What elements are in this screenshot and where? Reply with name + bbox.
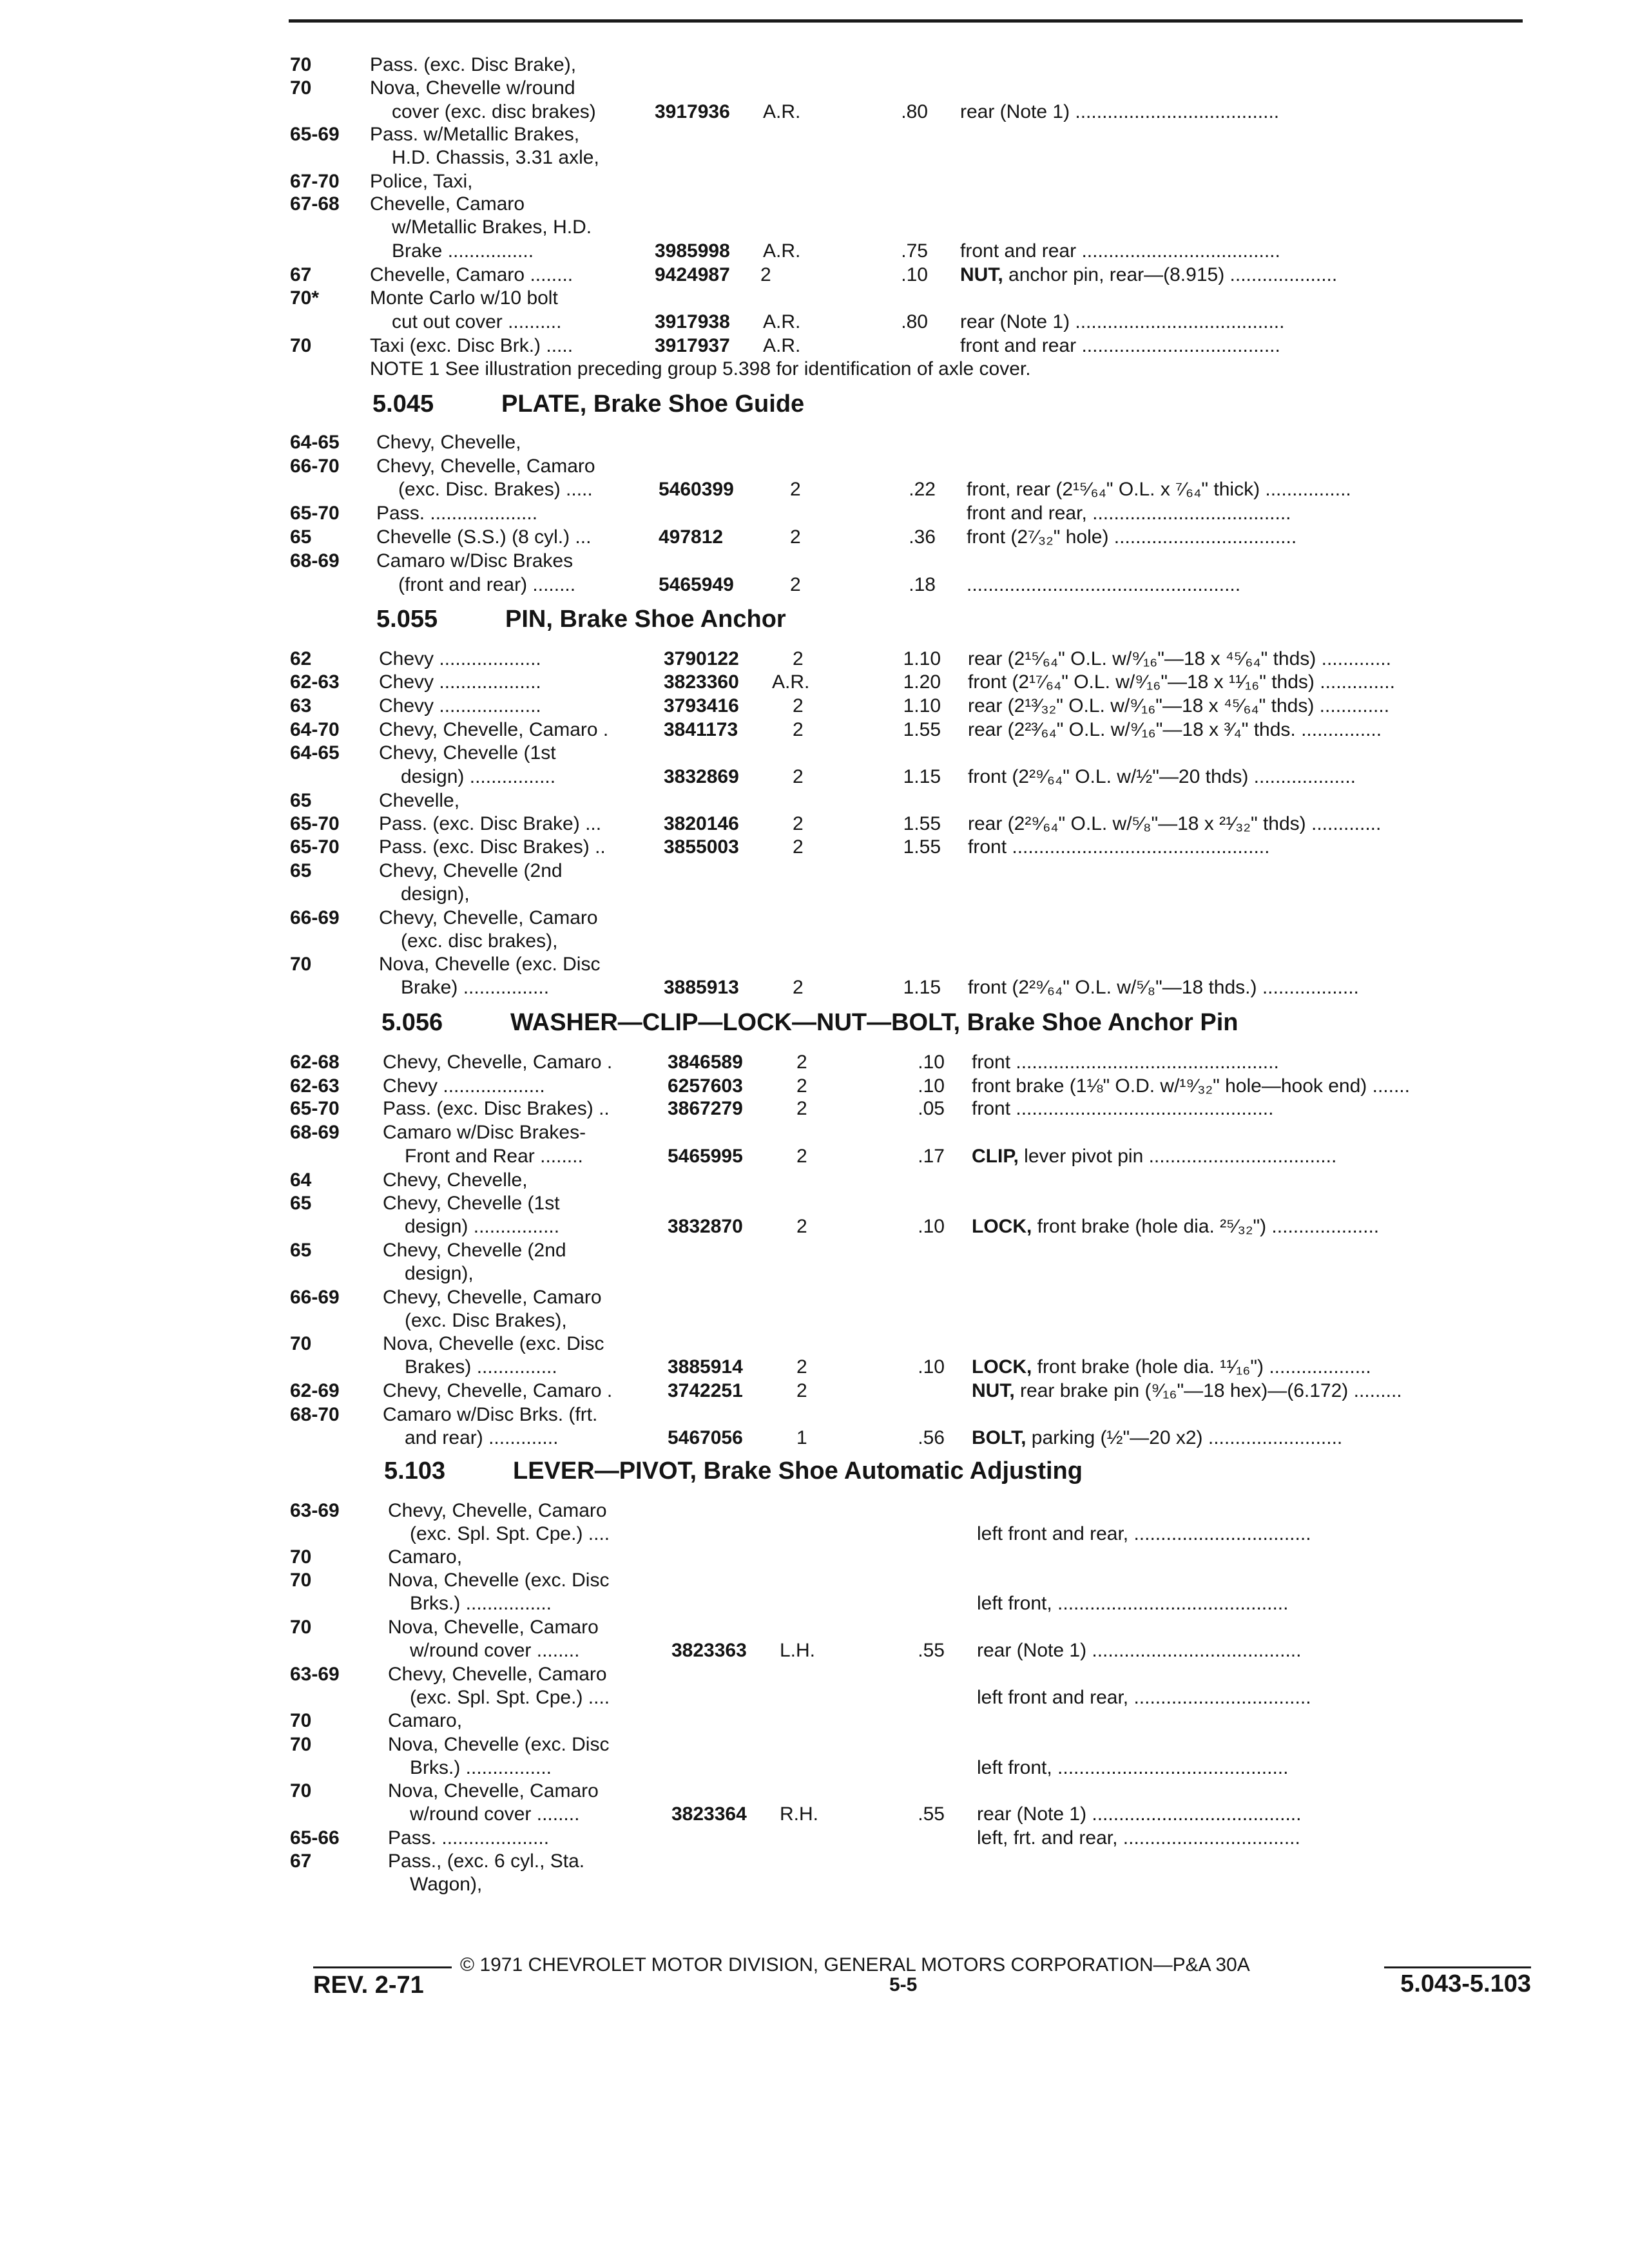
part-remark [977, 1756, 1288, 1780]
application-description: Camaro w/Disc Brakes [376, 550, 574, 572]
application-description: Chevy ................... [383, 1075, 545, 1097]
list-price: 1.10 [903, 648, 941, 669]
part-remark [960, 334, 1280, 358]
part-number: 9424987 [655, 264, 730, 285]
application-description: Camaro, [388, 1546, 463, 1568]
application-description: Pass. (exc. Disc Brakes) .. [379, 836, 606, 858]
list-price: .80 [901, 311, 928, 332]
part-remark [967, 525, 1296, 549]
part-number: 5467056 [668, 1427, 743, 1448]
quantity: 2 [793, 766, 804, 787]
remark-text: rear (Note 1) ...................................... [960, 101, 1280, 122]
part-number: 3832870 [668, 1216, 743, 1237]
application-description: Chevy, Chevelle, Camaro . [379, 719, 609, 740]
application-description: Police, Taxi, [370, 171, 473, 192]
remark-text: front (2¹⁷⁄₆₄" O.L. w/⁹⁄₁₆"—18 x ¹¹⁄₁₆" thds) .............. [968, 671, 1395, 693]
copyright-line: © 1971 CHEVROLET MOTOR DIVISION, GENERAL MOTORS CORPORATION—P&A 30A [460, 1954, 1250, 1975]
application-description: w/round cover ........ [410, 1640, 580, 1661]
application-description: and rear) ............. [405, 1427, 559, 1448]
application-description: (exc. Disc Brakes), [405, 1310, 567, 1331]
list-price: .10 [918, 1052, 945, 1073]
application-description: Wagon), [410, 1874, 483, 1895]
part-remark [968, 765, 1356, 789]
part-remark [972, 1050, 1279, 1074]
application-description: Chevy, Chevelle, [376, 432, 521, 453]
application-description: Chevy ................... [379, 648, 541, 669]
quantity: R.H. [780, 1803, 818, 1825]
model-year: 64 [290, 1169, 312, 1191]
application-description: Brks.) ................ [410, 1757, 552, 1778]
part-remark [968, 975, 1359, 999]
application-description: (exc. Spl. Spt. Cpe.) .... [410, 1687, 610, 1708]
application-description: Pass. .................... [388, 1827, 550, 1849]
footer-rule-left [313, 1966, 452, 1968]
part-number: 3846589 [668, 1052, 743, 1073]
remark-text: parking (½"—20 x2) ......................... [1031, 1427, 1343, 1448]
quantity: 2 [793, 695, 804, 716]
remark-text: left front and rear, ................................. [977, 1523, 1311, 1544]
list-price: .36 [909, 526, 936, 548]
group-heading [381, 1008, 1239, 1037]
group-number: 5.056 [381, 1009, 443, 1036]
list-price: 1.10 [903, 695, 941, 716]
application-description: Nova, Chevelle, Camaro [388, 1780, 599, 1802]
part-number: 3855003 [664, 836, 739, 858]
model-year: 68-69 [290, 550, 340, 572]
application-description: Chevelle (S.S.) (8 cyl.) ... [376, 526, 592, 548]
remark-text: rear (2²³⁄₆₄" O.L. w/⁹⁄₁₆"—18 x ³⁄₄" thds. ............... [968, 719, 1382, 740]
remark-text: rear brake pin (⁹⁄₁₆"—18 hex)—(6.172) ......... [1020, 1380, 1402, 1401]
list-price: .17 [918, 1146, 945, 1167]
remark-text: rear (Note 1) ....................................... [960, 311, 1285, 332]
list-price: .10 [918, 1216, 945, 1237]
part-remark [972, 1097, 1273, 1120]
application-description: Camaro w/Disc Brakes- [383, 1122, 586, 1143]
remark-text: rear (2²⁹⁄₆₄" O.L. w/⁵⁄₈"—18 x ²¹⁄₃₂" thds) ............. [968, 813, 1382, 834]
part-number: 3885914 [668, 1356, 743, 1378]
group-title: WASHER—CLIP—LOCK—NUT—BOLT, Brake Shoe Anchor Pin [510, 1009, 1239, 1036]
quantity: 2 [796, 1356, 807, 1378]
list-price: .56 [918, 1427, 945, 1448]
part-number: 3742251 [668, 1380, 743, 1401]
part-remark [968, 812, 1381, 836]
model-year: 68-69 [290, 1122, 340, 1143]
part-number: 3985998 [655, 240, 730, 262]
part-remark [968, 647, 1391, 671]
application-description: Nova, Chevelle (exc. Disc [383, 1333, 604, 1354]
remark-text: left front, ........................................... [977, 1593, 1289, 1614]
model-year: 70 [290, 1570, 312, 1591]
application-description: Pass. (exc. Disc Brake), [370, 54, 577, 75]
remark-text: front (2²⁹⁄₆₄" O.L. w/½"—20 thds) ................... [968, 766, 1356, 787]
model-year: 65 [290, 860, 312, 881]
application-description: Front and Rear ........ [405, 1146, 583, 1167]
application-description: Chevy, Chevelle (1st [379, 742, 556, 764]
remark-text: ................................................... [967, 574, 1241, 595]
quantity: 2 [796, 1380, 807, 1401]
application-description: Chevy, Chevelle, Camaro . [383, 1052, 613, 1073]
part-number: 3790122 [664, 648, 739, 669]
application-description: cover (exc. disc brakes) [392, 101, 596, 122]
application-description: Chevy, Chevelle, [383, 1169, 528, 1191]
application-description: H.D. Chassis, 3.31 axle, [392, 147, 599, 168]
model-year: 62-63 [290, 671, 340, 693]
part-number: 3841173 [664, 719, 738, 740]
model-year: 65 [290, 1240, 312, 1261]
part-number: 3917936 [655, 101, 730, 122]
application-description: (exc. disc brakes), [401, 930, 558, 952]
list-price: .10 [918, 1075, 945, 1097]
quantity: A.R. [772, 671, 810, 693]
remark-text: front (2⁷⁄₃₂" hole) .................................. [967, 526, 1297, 548]
remark-text: left front and rear, ................................. [977, 1687, 1311, 1708]
model-year: 70 [290, 77, 312, 99]
quantity: 2 [790, 479, 801, 500]
part-remark [960, 239, 1280, 263]
application-description: w/round cover ........ [410, 1803, 580, 1825]
application-description: Chevelle, [379, 790, 460, 811]
application-description: Chevy ................... [379, 695, 541, 716]
part-number: 497812 [659, 526, 724, 548]
group-heading [376, 604, 786, 634]
quantity: 2 [790, 526, 801, 548]
part-number: 3917938 [655, 311, 730, 332]
model-year: 62-69 [290, 1380, 340, 1401]
page-number: 5-5 [889, 1974, 918, 1995]
quantity: A.R. [763, 311, 801, 332]
application-description: (exc. Disc. Brakes) ..... [398, 479, 593, 500]
list-price: 1.15 [903, 977, 941, 998]
revision-label: REV. 2-71 [313, 1972, 424, 1999]
remark-text: front brake (hole dia. ²⁵⁄₃₂") .................... [1037, 1216, 1380, 1237]
group-title: PIN, Brake Shoe Anchor [505, 606, 786, 633]
part-number: 3823360 [664, 671, 739, 693]
model-year: 70 [290, 1617, 312, 1638]
group-title: PLATE, Brake Shoe Guide [501, 390, 805, 418]
part-number: 3867279 [668, 1098, 743, 1119]
model-year: 66-69 [290, 1287, 340, 1308]
list-price: 1.55 [903, 813, 941, 834]
remark-text: front and rear, ..................................... [967, 503, 1291, 524]
model-year: 64-70 [290, 719, 340, 740]
list-price: .80 [901, 101, 928, 122]
part-number: 6257603 [668, 1075, 743, 1097]
application-description: Chevy ................... [379, 671, 541, 693]
remark-text: left, frt. and rear, ................................. [977, 1827, 1300, 1849]
part-number: 3820146 [664, 813, 739, 834]
part-type-label: LOCK, [972, 1356, 1032, 1378]
group-number: 5.045 [372, 390, 434, 418]
model-year: 65-70 [290, 1098, 340, 1119]
application-description: Monte Carlo w/10 bolt [370, 287, 558, 309]
part-remark [967, 573, 1240, 597]
model-year: 65-70 [290, 813, 340, 834]
part-type-label: CLIP, [972, 1146, 1019, 1167]
model-year: 70 [290, 1734, 312, 1755]
application-description: (exc. Spl. Spt. Cpe.) .... [410, 1523, 610, 1544]
application-description: Brake) ................ [401, 977, 550, 998]
application-description: Chevy, Chevelle (2nd [383, 1240, 566, 1261]
part-number: 3823363 [671, 1640, 747, 1661]
list-price: .75 [901, 240, 928, 262]
quantity: 2 [790, 574, 801, 595]
quantity: 2 [796, 1075, 807, 1097]
quantity: A.R. [763, 335, 801, 356]
application-description: Chevy, Chevelle (2nd [379, 860, 563, 881]
part-type-label: LOCK, [972, 1216, 1032, 1237]
quantity: 2 [796, 1098, 807, 1119]
application-description: Pass., (exc. 6 cyl., Sta. [388, 1850, 585, 1872]
quantity: 2 [796, 1052, 807, 1073]
model-year: 63-69 [290, 1500, 340, 1521]
footer-rule-right [1384, 1966, 1531, 1968]
part-number: 5465949 [659, 574, 734, 595]
application-description: Pass. w/Metallic Brakes, [370, 124, 580, 145]
part-remark [972, 1144, 1336, 1168]
group-number: 5.103 [384, 1457, 446, 1485]
model-year: 62-68 [290, 1052, 340, 1073]
application-description: Chevy, Chevelle, Camaro [383, 1287, 602, 1308]
application-description: Chevelle, Camaro [370, 193, 525, 215]
quantity: 2 [793, 836, 804, 858]
model-year: 63 [290, 695, 312, 716]
part-remark [972, 1426, 1342, 1450]
part-remark [972, 1379, 1402, 1403]
part-number: 3832869 [664, 766, 739, 787]
quantity: 2 [793, 719, 804, 740]
application-description: Camaro w/Disc Brks. (frt. [383, 1404, 598, 1425]
model-year: 66-69 [290, 907, 340, 928]
application-description: Chevy, Chevelle, Camaro [388, 1500, 607, 1521]
group-heading [384, 1456, 1083, 1486]
application-description: Camaro, [388, 1710, 463, 1731]
list-price: 1.55 [903, 836, 941, 858]
model-year: 70 [290, 1780, 312, 1802]
part-remark [968, 718, 1382, 742]
application-description: Nova, Chevelle (exc. Disc [388, 1734, 610, 1755]
quantity: 2 [796, 1216, 807, 1237]
part-remark [968, 670, 1395, 694]
model-year: 68-70 [290, 1404, 340, 1425]
part-remark [960, 100, 1279, 124]
quantity: 1 [796, 1427, 807, 1448]
application-description: Brake ................ [392, 240, 534, 262]
model-year: 62 [290, 648, 312, 669]
remark-text: front and rear ..................................... [960, 240, 1280, 262]
part-number: 3885913 [664, 977, 739, 998]
remark-text: lever pivot pin ................................... [1024, 1146, 1337, 1167]
list-price: .55 [918, 1640, 945, 1661]
part-remark [977, 1686, 1311, 1709]
group-heading [372, 389, 804, 419]
list-price: 1.15 [903, 766, 941, 787]
application-description: Nova, Chevelle (exc. Disc [379, 954, 601, 975]
model-year: 64-65 [290, 742, 340, 764]
model-year: 65-70 [290, 836, 340, 858]
model-year: 67-68 [290, 193, 340, 215]
application-description: design), [401, 883, 470, 905]
application-description: design), [405, 1263, 474, 1284]
application-description: Pass. (exc. Disc Brake) ... [379, 813, 602, 834]
part-remark [967, 477, 1351, 501]
model-year: 62-63 [290, 1075, 340, 1097]
part-remark [977, 1802, 1301, 1826]
part-type-label: NUT, [972, 1380, 1015, 1401]
application-description: Chevy, Chevelle, Camaro [388, 1664, 607, 1685]
quantity: A.R. [763, 101, 801, 122]
part-remark [972, 1074, 1410, 1098]
remark-text: front ................................................. [972, 1052, 1279, 1073]
application-description: w/Metallic Brakes, H.D. [392, 216, 592, 238]
application-description: Nova, Chevelle, Camaro [388, 1617, 599, 1638]
part-number: 5460399 [659, 479, 734, 500]
model-year: 65-69 [290, 124, 340, 145]
model-year: 66-70 [290, 456, 340, 477]
model-year: 70* [290, 287, 320, 309]
remark-text: rear (Note 1) ....................................... [977, 1803, 1302, 1825]
part-type-label: NUT, [960, 264, 1003, 285]
application-description: Brakes) ............... [405, 1356, 557, 1378]
remark-text: front brake (hole dia. ¹¹⁄₁₆") ................... [1037, 1356, 1371, 1378]
model-year: 70 [290, 54, 312, 75]
part-number: 3917937 [655, 335, 730, 356]
group-range: 5.043-5.103 [1400, 1970, 1531, 1997]
remark-text: front (2²⁹⁄₆₄" O.L. w/⁵⁄₈"—18 thds.) .................. [968, 977, 1359, 998]
remark-text: front, rear (2¹⁵⁄₆₄" O.L. x ⁷⁄₆₄" thick) ................ [967, 479, 1351, 500]
list-price: .55 [918, 1803, 945, 1825]
application-description: NOTE 1 See illustration preceding group 5.398 for identification of axle cover. [370, 358, 1031, 380]
model-year: 67 [290, 264, 312, 285]
application-description: design) ................ [405, 1216, 560, 1237]
list-price: .10 [918, 1356, 945, 1378]
list-price: .10 [901, 264, 928, 285]
application-description: Chevy, Chevelle (1st [383, 1193, 560, 1214]
model-year: 64-65 [290, 432, 340, 453]
remark-text: anchor pin, rear—(8.915) .................... [1008, 264, 1338, 285]
quantity: A.R. [763, 240, 801, 262]
part-remark [977, 1639, 1301, 1662]
part-number: 5465995 [668, 1146, 743, 1167]
application-description: Nova, Chevelle (exc. Disc [388, 1570, 610, 1591]
application-description: Pass. (exc. Disc Brakes) .. [383, 1098, 610, 1119]
part-remark [968, 694, 1389, 718]
model-year: 70 [290, 335, 312, 356]
quantity: L.H. [780, 1640, 816, 1661]
part-remark [977, 1522, 1311, 1546]
group-number: 5.055 [376, 606, 438, 633]
application-description: cut out cover .......... [392, 311, 562, 332]
part-remark [972, 1215, 1379, 1238]
model-year: 67-70 [290, 171, 340, 192]
part-remark [960, 310, 1284, 334]
application-description: Chevy, Chevelle, Camaro . [383, 1380, 613, 1401]
application-description: Taxi (exc. Disc Brk.) ..... [370, 335, 574, 356]
quantity: 2 [793, 813, 804, 834]
model-year: 65-66 [290, 1827, 340, 1849]
model-year: 65-70 [290, 503, 340, 524]
quantity: 2 [796, 1146, 807, 1167]
model-year: 70 [290, 1546, 312, 1568]
remark-text: rear (2¹⁵⁄₆₄" O.L. w/⁹⁄₁₆"—18 x ⁴⁵⁄₆₄" thds) ............. [968, 648, 1391, 669]
quantity: 2 [793, 648, 804, 669]
part-remark [960, 263, 1337, 287]
part-number: 3793416 [664, 695, 739, 716]
application-description: Chevy, Chevelle, Camaro [376, 456, 595, 477]
model-year: 65 [290, 1193, 312, 1214]
model-year: 65 [290, 526, 312, 548]
part-remark [972, 1355, 1371, 1379]
model-year: 70 [290, 1710, 312, 1731]
part-remark [968, 835, 1269, 859]
application-description: Brks.) ................ [410, 1593, 552, 1614]
list-price: 1.55 [903, 719, 941, 740]
group-title: LEVER—PIVOT, Brake Shoe Automatic Adjusting [513, 1457, 1083, 1485]
remark-text: front ................................................ [972, 1098, 1274, 1119]
remark-text: front brake (1⅛" O.D. w/¹⁹⁄₃₂" hole—hook end) ....... [972, 1075, 1410, 1097]
part-type-label: BOLT, [972, 1427, 1027, 1448]
application-description: design) ................ [401, 766, 556, 787]
quantity: 2 [760, 264, 771, 285]
top-rule [289, 19, 1523, 23]
list-price: 1.20 [903, 671, 941, 693]
application-description: (front and rear) ........ [398, 574, 576, 595]
quantity: 2 [793, 977, 804, 998]
model-year: 70 [290, 954, 312, 975]
remark-text: rear (Note 1) ....................................... [977, 1640, 1302, 1661]
part-remark [977, 1591, 1288, 1615]
part-number: 3823364 [671, 1803, 747, 1825]
list-price: .18 [909, 574, 936, 595]
model-year: 65 [290, 790, 312, 811]
application-description: Nova, Chevelle w/round [370, 77, 575, 99]
remark-text: front ................................................ [968, 836, 1270, 858]
part-remark [967, 501, 1291, 525]
application-description: Chevy, Chevelle, Camaro [379, 907, 598, 928]
remark-text: front and rear ..................................... [960, 335, 1280, 356]
application-description: Chevelle, Camaro ........ [370, 264, 574, 285]
part-remark [977, 1826, 1300, 1850]
model-year: 67 [290, 1850, 312, 1872]
list-price: .05 [918, 1098, 945, 1119]
model-year: 70 [290, 1333, 312, 1354]
application-description: Pass. .................... [376, 503, 538, 524]
remark-text: rear (2¹³⁄₃₂" O.L. w/⁹⁄₁₆"—18 x ⁴⁵⁄₆₄" thds) ............. [968, 695, 1390, 716]
list-price: .22 [909, 479, 936, 500]
model-year: 63-69 [290, 1664, 340, 1685]
remark-text: left front, ........................................... [977, 1757, 1289, 1778]
